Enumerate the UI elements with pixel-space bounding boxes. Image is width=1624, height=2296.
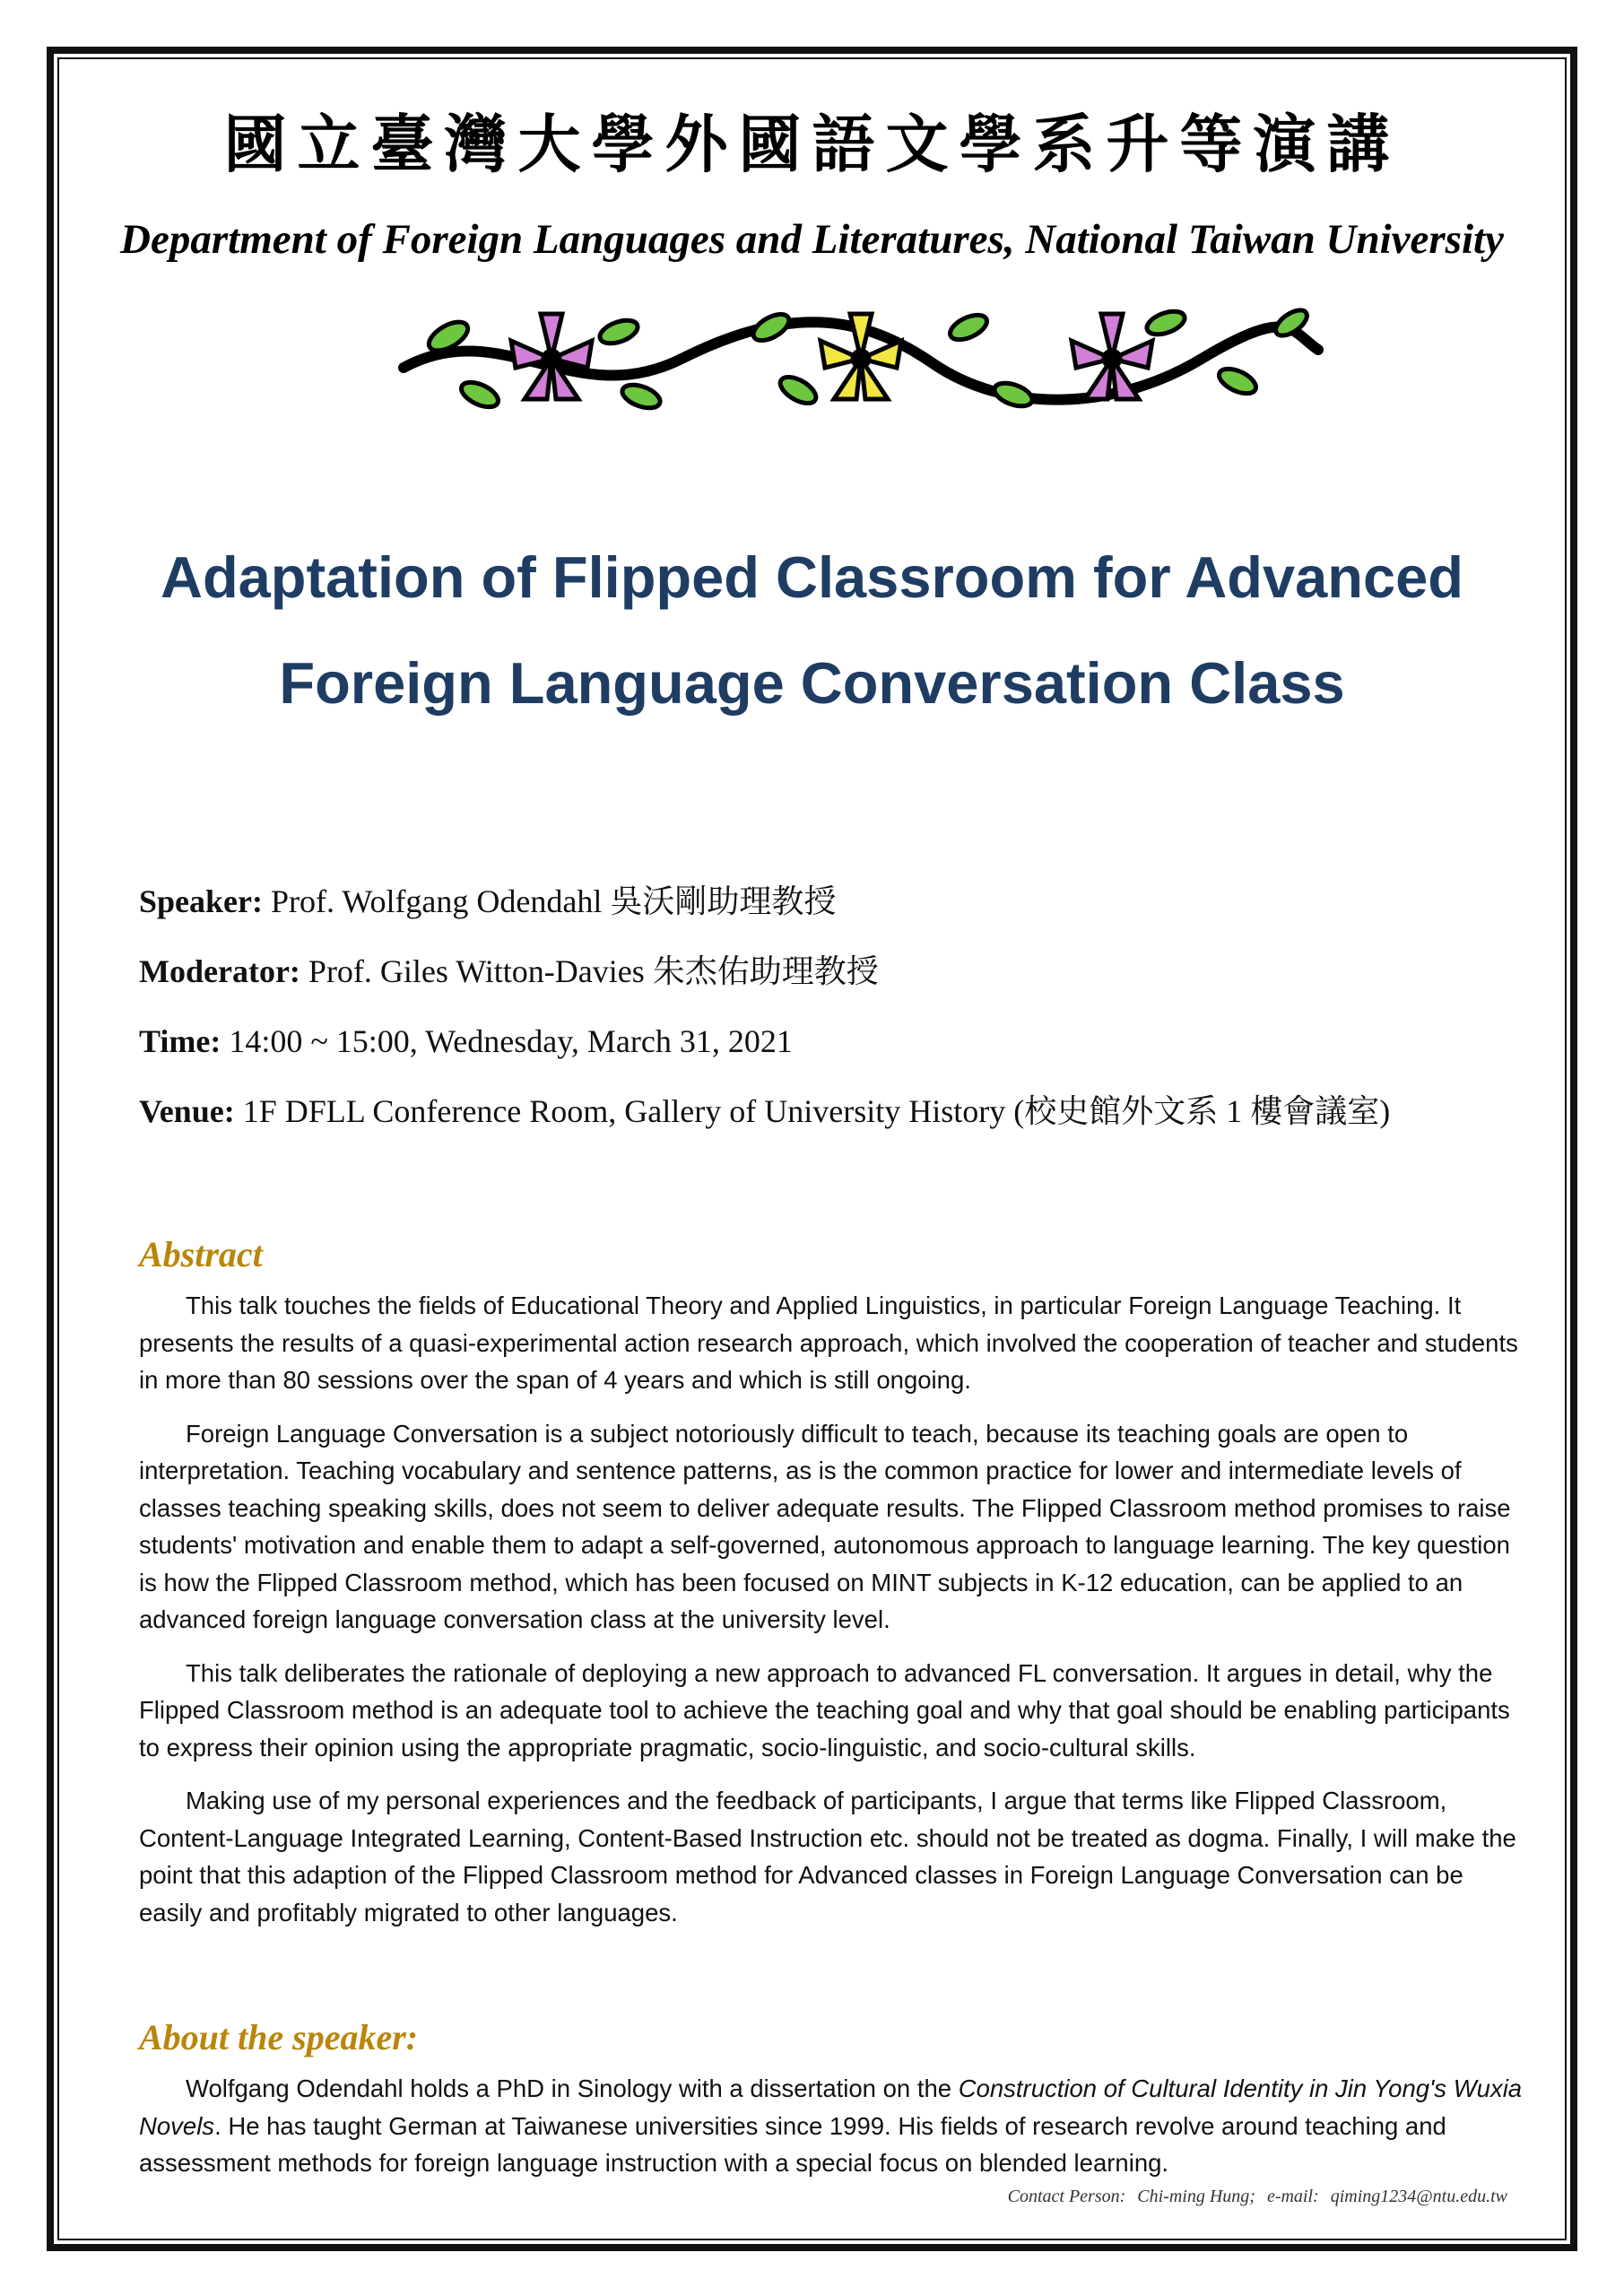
flower-vine-icon xyxy=(395,296,1327,413)
time-label: Time: xyxy=(139,1023,221,1059)
venue-value: 1F DFLL Conference Room, Gallery of University History (校史館外文系 1 樓會議室) xyxy=(242,1093,1391,1129)
talk-title-line-2: Foreign Language Conversation Class xyxy=(279,650,1345,716)
chinese-title: 國立臺灣大學外國語文學系升等演講 xyxy=(223,107,1401,181)
abstract-paragraph-3: This talk deliberates the rationale of deploying a new approach to advanced FL conversation. It argues in detail, why the Flipped Classroom method is an adequate tool to achieve the teaching goal and why that goal should be enabling participants to express their opinion using the appropriate pragmatic, socio-linguistic, and socio-cultural skills. xyxy=(139,1658,1510,1761)
talk-title xyxy=(0,525,1624,736)
time-value: 14:00 ~ 15:00, Wednesday, March 31, 2021 xyxy=(229,1023,793,1059)
speaker-value: Prof. Wolfgang Odendahl 吳沃剛助理教授 xyxy=(271,883,837,919)
moderator-label: Moderator: xyxy=(139,953,300,989)
abstract-paragraph-4: Making use of my personal experiences and the feedback of participants, I argue that terms like Flipped Classroom, Content-Language Integrated Learning, Content-Based Instruction etc. should not be treated as dogma. Finally, I will make the point that this adaption of the Flipped Classroom method for Advanced classes in Foreign Language Conversation can be easily and profitably migrated to other languages. xyxy=(139,1787,1516,1926)
talk-title-line-1: Adaptation of Flipped Classroom for Advanced xyxy=(161,544,1463,610)
about-body xyxy=(139,2070,1524,2198)
speaker-row xyxy=(139,874,1529,944)
abstract-body xyxy=(139,1287,1524,1947)
moderator-value: Prof. Giles Witton-Davies 朱杰佑助理教授 xyxy=(308,953,879,989)
moderator-row xyxy=(139,944,1529,1014)
speaker-label: Speaker: xyxy=(139,883,263,919)
about-text-end: . He has taught German at Taiwanese universities since 1999. His fields of research revolve around teaching and assessment methods for foreign language instruction with a special focus on blended learning. xyxy=(139,2111,1446,2177)
dissertation-title: Construction of Cultural Identity in Jin Yong's Wuxia Novels xyxy=(139,2074,1523,2140)
about-text-start: Wolfgang Odendahl holds a PhD in Sinology with a dissertation on the xyxy=(186,2074,959,2102)
venue-label: Venue: xyxy=(139,1093,235,1129)
abstract-paragraph-2: Foreign Language Conversation is a subject notoriously difficult to teach, because its teaching goals are open to interpretation. Teaching vocabulary and sentence patterns, as is the common practice for lower and intermediate levels of classes teaching speaking skills, does not seem to deliver adequate results. The Flipped Classroom method promises to raise students' motivation and enable them to adapt a self-governed, autonomous approach to language learning. The key question is how the Flipped Classroom method, which has been focused on MINT subjects in K-12 education, can be applied to an advanced foreign language conversation class at the university level. xyxy=(139,1419,1511,1633)
about-paragraph xyxy=(139,2070,1524,2182)
talk-info xyxy=(139,874,1529,1154)
contact-label: Contact Person: xyxy=(1007,2187,1126,2206)
contact-email: qiming1234@ntu.edu.tw xyxy=(1330,2187,1507,2206)
contact-email-label: e-mail: xyxy=(1266,2187,1319,2206)
contact-name: Chi-ming Hung; xyxy=(1137,2187,1255,2206)
contact-line xyxy=(1001,2187,1507,2207)
venue-row xyxy=(139,1084,1529,1154)
abstract-heading: Abstract xyxy=(139,1234,263,1274)
abstract-paragraph-1: This talk touches the fields of Educational Theory and Applied Linguistics, in particular Foreign Language Teaching. It presents the results of a quasi-experimental action research approach, which involved the cooperation of teacher and students in more than 80 sessions over the span of 4 years and which is still ongoing. xyxy=(139,1292,1518,1394)
time-row xyxy=(139,1014,1529,1084)
department-name: Department of Foreign Languages and Literatures, National Taiwan University xyxy=(120,216,1504,263)
about-heading: About the speaker: xyxy=(139,2017,419,2057)
